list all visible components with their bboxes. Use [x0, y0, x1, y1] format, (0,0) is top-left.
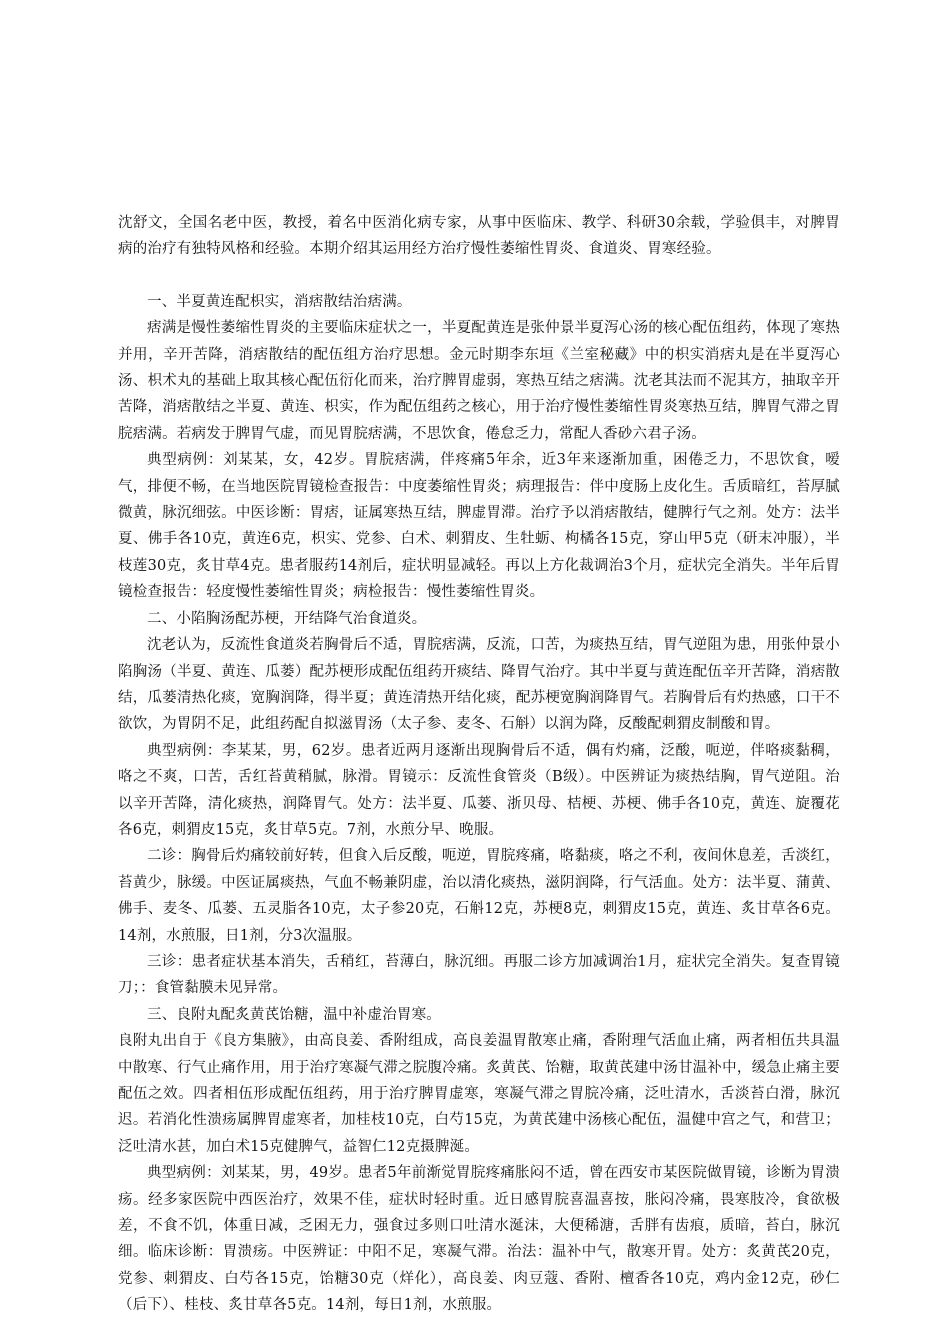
section-heading: 一、半夏黄连配枳实，消痞散结治痞满。: [147, 293, 412, 310]
section-heading: 三、良附丸配炙黄芪饴糖，温中补虚治胃寒。: [147, 1006, 441, 1023]
case-paragraph: 典型病例：刘某某，女，42岁。胃脘痞满，伴疼痛5年余，近3年来逐渐加重，困倦乏力，不思饮食，嗳气，排便不畅，在当地医院胃镜检查报告：中度萎缩性胃炎；病理报告：伴中度肠上皮化生。舌质暗红，苔厚腻微黄，脉沉细弦。中医诊断：胃痞，证属寒热互结，脾虚胃滞。治疗予以消痞散结，健脾行气之剂。处方：法半夏、佛手各10克，黄连6克，枳实、党参、白术、刺猬皮、生牡蛎、枸橘各15克，穿山甲5克（研末冲服），半枝莲30克，炙甘草4克。患者服药14剂后，症状明显减轻。再以上方化裁调治3个月，症状完全消失。半年后胃镜检查报告：轻度慢性萎缩性胃炎；病检报告：慢性萎缩性胃炎。: [118, 452, 840, 601]
section-2: [118, 606, 840, 1002]
section-paragraph: 良附丸出自于《良方集腋》，由高良姜、香附组成，高良姜温胃散寒止痛，香附理气活血止痛，两者相伍共具温中散寒、行气止痛作用，用于治疗寒凝气滞之脘腹冷痛。炙黄芪、饴糖，取黄芪建中汤甘温补中，缓急止痛主要配伍之效。四者相伍形成配伍组药，用于治疗脾胃虚寒，寒凝气滞之胃脘冷痛，泛吐清水，舌淡苔白滑，脉沉迟。若消化性溃疡属脾胃虚寒者，加桂枝10克，白芍15克，为黄芪建中汤核心配伍，温健中宫之气，和营卫；泛吐清水甚，加白术15克健脾气，益智仁12克摄脾涎。: [118, 1033, 840, 1155]
document-body: [118, 210, 840, 1319]
followup-paragraph: 三诊：患者症状基本消失，舌稍红，苔薄白，脉沉细。再服二诊方加减调治1月，症状完全消失。复查胃镜刀；：食管黏膜未见异常。: [118, 953, 840, 997]
case-paragraph: 典型病例：李某某，男，62岁。患者近两月逐渐出现胸骨后不适，偶有灼痛，泛酸，呃逆，伴咯痰黏稠，咯之不爽，口苦，舌红苔黄稍腻，脉滑。胃镜示：反流性食管炎（B级）。中医辨证为痰热结胸，胃气逆阻。治以辛开苦降，清化痰热，润降胃气。处方：法半夏、瓜蒌、浙贝母、桔梗、苏梗、佛手各10克，黄连、旋覆花各6克，刺猬皮15克，炙甘草5克。7剂，水煎分早、晚服。: [118, 742, 840, 838]
section-heading: 二、小陷胸汤配苏梗，开结降气治食道炎。: [147, 610, 427, 627]
section-1: [118, 289, 840, 606]
followup-paragraph: 二诊：胸骨后灼痛较前好转，但食入后反酸，呃逆，胃脘疼痛，咯黏痰，咯之不利，夜间休息差，舌淡红，苔黄少，脉缓。中医证属痰热，气血不畅兼阴虚，治以清化痰热，滋阴润降，行气活血。处方：法半夏、蒲黄、佛手、麦冬、瓜蒌、五灵脂各10克，太子参20克，石斛12克，苏梗8克，刺猬皮15克，黄连、炙甘草各6克。14剂，水煎服，日1剂，分3次温服。: [118, 848, 840, 944]
case-paragraph: 典型病例：刘某某，男，49岁。患者5年前渐觉胃脘疼痛胀闷不适，曾在西安市某医院做胃镜，诊断为胃溃疡。经多家医院中西医治疗，效果不佳，症状时轻时重。近日感胃脘喜温喜按，胀闷冷痛，畏寒肢冷，食欲极差，不食不饥，体重日减，乏困无力，强食过多则口吐清水涎沫，大便稀溏，舌胖有齿痕，质暗，苔白，脉沉细。临床诊断：胃溃疡。中医辨证：中阳不足，寒凝气滞。治法：温补中气，散寒开胃。处方：炙黄芪20克，党参、刺猬皮、白芍各15克，饴糖30克（烊化），高良姜、肉豆蔻、香附、檀香各10克，鸡内金12克，砂仁（后下）、桂枝、炙甘草各5克。14剂，每日1剂，水煎服。: [118, 1165, 840, 1314]
intro-paragraph: 沈舒文，全国名老中医，教授，着名中医消化病专家，从事中医临床、教学、科研30余载，学验俱丰，对脾胃病的治疗有独特风格和经验。本期介绍其运用经方治疗慢性萎缩性胃炎、食道炎、胃寒经验。: [118, 215, 840, 258]
section-paragraph: 沈老认为，反流性食道炎若胸骨后不适，胃脘痞满，反流，口苦，为痰热互结，胃气逆阻为患，用张仲景小陷胸汤（半夏、黄连、瓜蒌）配苏梗形成配伍组药开痰结、降胃气治疗。其中半夏与黄连配伍辛开苦降，消痞散结，瓜蒌清热化痰，宽胸润降，得半夏；黄连清热开结化痰，配苏梗宽胸润降胃气。若胸骨后有灼热感，口干不欲饮，为胃阴不足，此组药配自拟滋胃汤（太子参、麦冬、石斛）以润为降，反酸配刺猬皮制酸和胃。: [118, 637, 840, 733]
section-3: [118, 1002, 840, 1319]
section-paragraph: 痞满是慢性萎缩性胃炎的主要临床症状之一，半夏配黄连是张仲景半夏泻心汤的核心配伍组药，体现了寒热并用，辛开苦降，消痞散结的配伍组方治疗思想。金元时期李东垣《兰室秘藏》中的枳实消痞丸是在半夏泻心汤、枳术丸的基础上取其核心配伍衍化而来，治疗脾胃虚弱，寒热互结之痞满。沈老其法而不泥其方，抽取辛开苦降，消痞散结之半夏、黄连、枳实，作为配伍组药之核心，用于治疗慢性萎缩性胃炎寒热互结，脾胃气滞之胃脘痞满。若病发于脾胃气虚，而见胃脘痞满，不思饮食，倦怠乏力，常配人香砂六君子汤。: [118, 320, 840, 442]
